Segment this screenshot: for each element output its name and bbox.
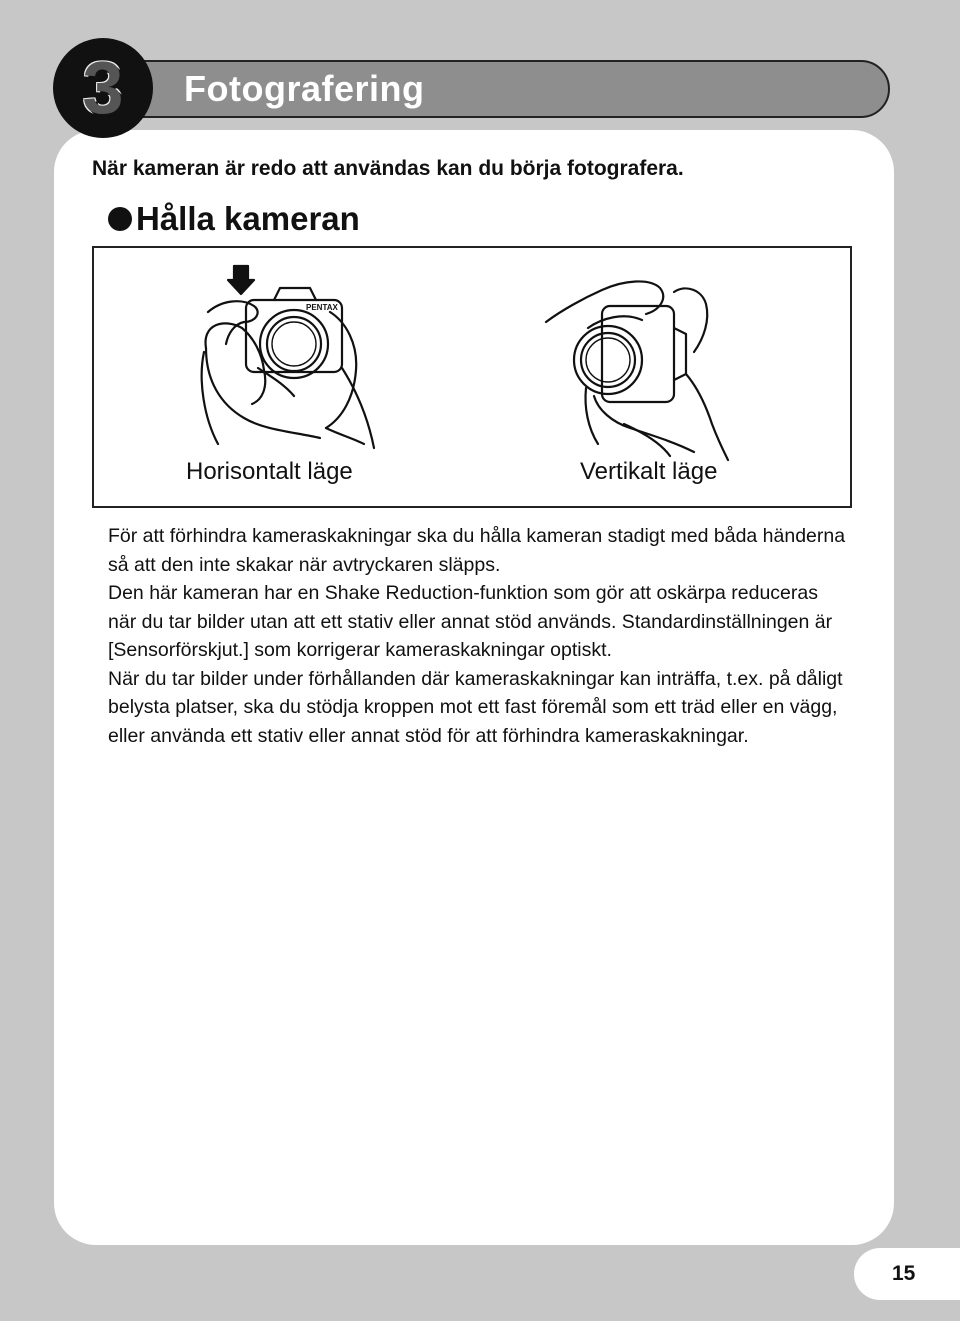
section-heading [108, 200, 360, 238]
vertical-hold-icon [546, 281, 728, 460]
section-heading-text: Hålla kameran [136, 200, 360, 237]
caption-vertical: Vertikalt läge [580, 458, 718, 485]
chapter-header-bar [100, 60, 890, 118]
bullet-icon [108, 207, 132, 231]
chapter-number: 3 [82, 46, 124, 129]
body-text [108, 522, 848, 750]
horizontal-hold-icon [202, 266, 374, 448]
caption-horizontal: Horisontalt läge [186, 458, 353, 485]
brand-label: PENTAX [306, 303, 338, 312]
paragraph: Den här kameran har en Shake Reduction-funktion som gör att oskärpa reduceras när du tar bilder utan att ett stativ eller annat stöd används. Standardinställningen är [Sensorförskjut.] som korrigerar kameraskakningar optiskt. [108, 582, 833, 661]
paragraph: För att förhindra kameraskakningar ska du hålla kameran stadigt med båda händerna så att den inte skakar när avtryckaren släpps. [108, 525, 846, 576]
chapter-number-badge [53, 38, 153, 138]
chapter-title: Fotografering [184, 68, 425, 109]
page-number-tab [854, 1248, 960, 1300]
page-number: 15 [892, 1262, 916, 1285]
intro-text: När kameran är redo att användas kan du börja fotografera. [92, 157, 684, 180]
camera-holding-illustration [92, 246, 852, 508]
paragraph: När du tar bilder under förhållanden där kameraskakningar kan inträffa, t.ex. på dåligt belysta platser, ska du stödja kroppen mot ett fast föremål som ett träd eller en vägg, eller använda ett stativ eller annat stöd för att förhindra kameraskakningar. [108, 667, 843, 747]
